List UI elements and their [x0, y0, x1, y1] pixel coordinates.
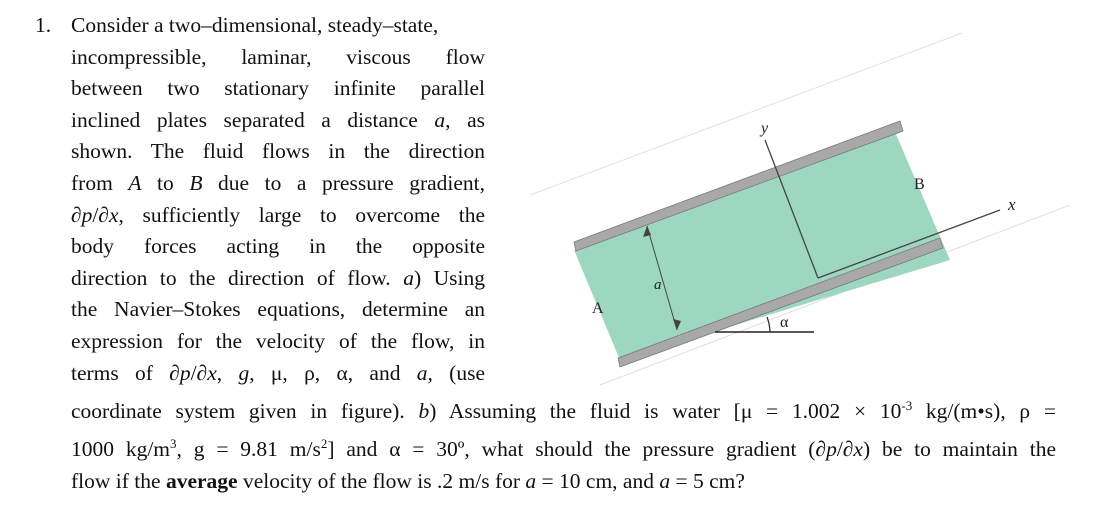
problem-statement-narrow: [71, 10, 485, 389]
angle-label: α: [780, 314, 789, 331]
gap-label: a: [654, 277, 662, 293]
text-line: the Navier–Stokes equations, determine an: [71, 297, 485, 322]
text-line: inclined plates separated a distance a, as: [71, 107, 485, 132]
inclined-plates-figure: [530, 30, 1070, 400]
problem-number: 1.: [35, 13, 52, 37]
y-axis-label: y: [761, 120, 769, 137]
text-line: terms of ∂p/∂x, g, μ, ρ, α, and a, (use: [71, 360, 485, 385]
text-line: body forces acting in the opposite: [71, 234, 485, 259]
text-line: 1000 $kg/m^3$, g = 9.81 $m/s^2$] and α = 30º, what should the pressure gradient (∂p/∂x) be to maintain the: [71, 435, 1056, 461]
text-line: Consider a two–dimensional, steady–state,: [71, 13, 439, 37]
text-line: from A to B due to a pressure gradient,: [71, 170, 485, 195]
text-line: between two stationary infinite parallel: [71, 76, 485, 101]
x-axis-label: x: [1008, 195, 1016, 214]
text-line: direction to the direction of flow. a) Using: [71, 265, 485, 290]
figure-svg: [530, 30, 1070, 400]
text-line: incompressible, laminar, viscous flow: [71, 44, 485, 69]
label-b: B: [914, 176, 925, 193]
fluid-region: [574, 132, 950, 360]
label-a-point: A: [592, 300, 604, 317]
text-line: flow if the average velocity of the flow is .2 m/s for a = 10 cm, and a = 5 cm?: [71, 468, 745, 493]
text-line: expression for the velocity of the flow, in: [71, 328, 485, 353]
text-line: ∂p/∂x, sufficiently large to overcome the: [71, 202, 485, 227]
text-line: coordinate system given in figure). b) Assuming the fluid is water [$\mu = 1.002 \times 10^{-3}$ kg/(m•s), ρ =: [71, 398, 1056, 424]
angle-arc: [767, 317, 770, 332]
problem-statement-wide: [71, 390, 1056, 497]
text-line: shown. The fluid flows in the direction: [71, 139, 485, 164]
